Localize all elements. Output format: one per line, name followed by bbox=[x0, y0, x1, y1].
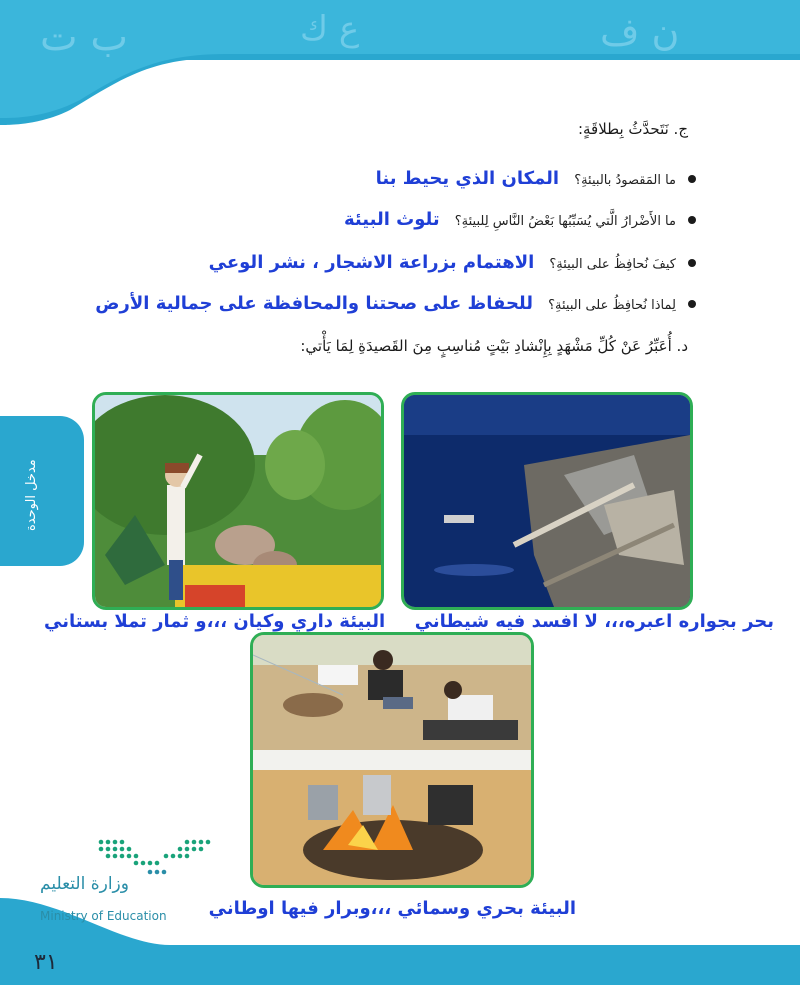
section-heading: ج. نَتَحدَّثُ بِطلاقَةٍ: bbox=[577, 120, 688, 138]
ministry-name-arabic: وزارة التعليم bbox=[40, 874, 129, 894]
question-text: ما الأَضْرارُ الَّتي يُسَبِّبُها بَعْضُ النَّاسِ لِلبيئةِ؟ bbox=[454, 214, 676, 229]
garden-caption: البيئة داري وكيان ،،،و ثمار تملا بستاني bbox=[44, 611, 386, 632]
garden-illustration bbox=[95, 395, 381, 607]
question-text: ما المَقصودُ بالبيئةِ؟ bbox=[574, 173, 676, 188]
page-number: ٣١ bbox=[34, 950, 58, 975]
bullet-icon bbox=[688, 259, 696, 267]
answer-text: المكان الذي يحيط بنا bbox=[375, 168, 560, 189]
camping-caption: البيئة بحري وسمائي ،،،وبرار فيها اوطاني bbox=[208, 898, 576, 919]
bullet-icon bbox=[688, 300, 696, 308]
svg-text:ن ف: ن ف bbox=[600, 10, 680, 54]
polluted-water-illustration bbox=[404, 395, 690, 607]
question-text: كيفَ نُحافِظُ على البيئةِ؟ bbox=[549, 257, 676, 272]
svg-text:ب ت: ب ت bbox=[40, 14, 129, 60]
question-row-2 bbox=[344, 209, 676, 230]
answer-text: تلوث البيئة bbox=[344, 209, 440, 230]
instruction-text: د. أُعَبِّرُ عَنْ كُلِّ مَشْهَدٍ بِإِنْشادِ بَيْتٍ مُناسِبٍ مِنَ القَصيدَةِ لِمَا يَأْتي: bbox=[300, 337, 688, 355]
polluted-water-photo bbox=[401, 392, 693, 610]
question-row-3 bbox=[209, 252, 676, 273]
header-wave bbox=[0, 0, 800, 125]
question-row-1 bbox=[376, 168, 676, 189]
svg-text:ع ك: ع ك bbox=[300, 9, 360, 49]
answer-text: الاهتمام بزراعة الاشجار ، نشر الوعي bbox=[208, 252, 535, 273]
side-tab-label: مدخل الوحدة bbox=[24, 459, 39, 531]
camping-photo bbox=[250, 632, 534, 888]
answer-text: للحفاظ على صحتنا والمحافظة على جمالية الأرض bbox=[95, 293, 534, 314]
camping-illustration bbox=[253, 635, 531, 885]
polluted-water-caption: بحر بجواره اعبره،،، لا افسد فيه شيطاني bbox=[414, 611, 774, 632]
question-row-4 bbox=[95, 293, 676, 314]
ministry-name-english: Ministry of Education bbox=[40, 909, 167, 923]
bullet-icon bbox=[688, 175, 696, 183]
bullet-icon bbox=[688, 216, 696, 224]
question-text: لِماذا نُحافِظُ على البيئةِ؟ bbox=[548, 298, 676, 313]
garden-photo bbox=[92, 392, 384, 610]
